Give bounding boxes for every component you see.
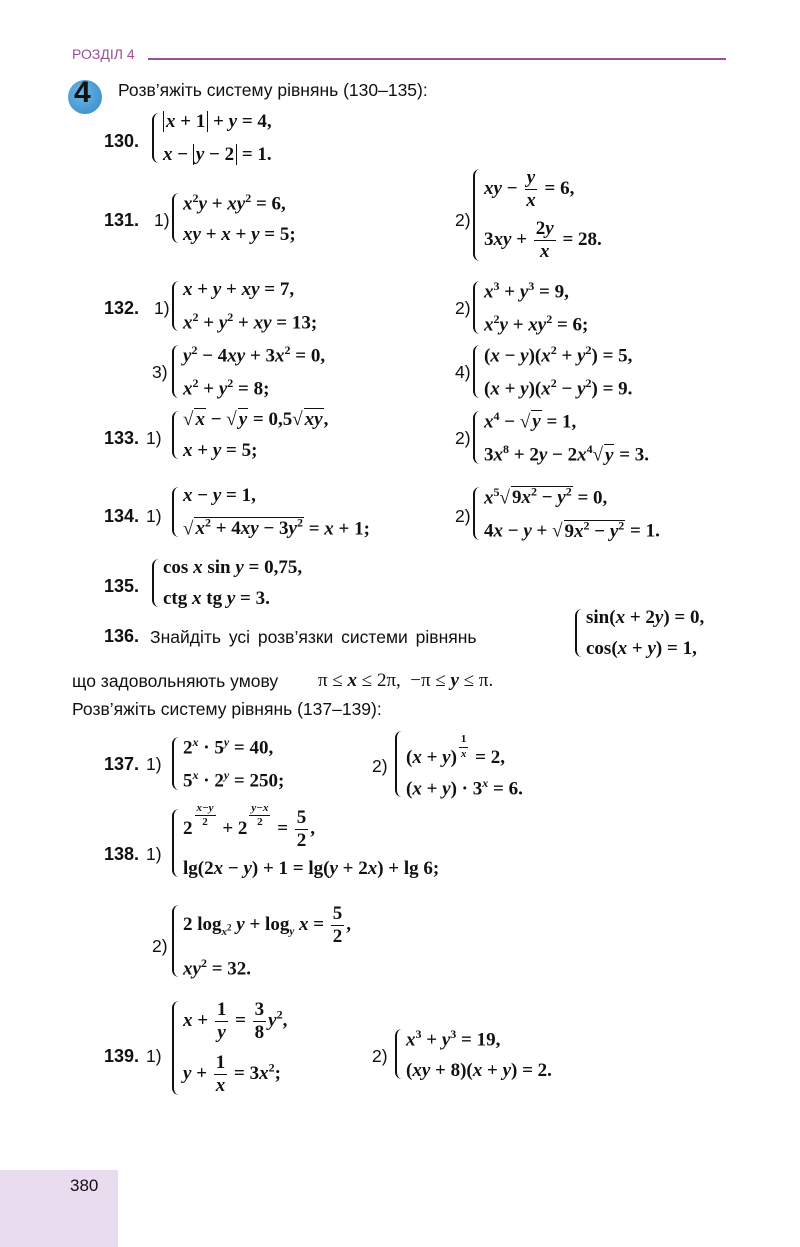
problem-136-number: 136.	[104, 626, 140, 646]
label-132-2: 2)	[455, 298, 471, 318]
system-135: cos x sin y = 0,75, ctg x tg y = 3.	[152, 558, 302, 608]
instruction-130-135: Розв’яжіть систему рівнянь (130–135):	[118, 80, 428, 100]
system-132-3: $y^2 - 4xy + 3x^2 = 0$, $x^2 + y^2 = 8$;	[172, 344, 325, 399]
problem-133-number: 133.	[104, 428, 140, 448]
system-132-4: $(x - y)(x^2 + y^2) = 5$, $(x + y)(x^2 - y^2) = 9$.	[473, 344, 632, 399]
label-138-1: 1)	[146, 844, 162, 864]
header-rule	[148, 58, 726, 60]
problem-135-number: 135.	[104, 576, 140, 596]
problem-131-number: 131.	[104, 210, 140, 230]
system-138-2: 2 $\log_{x^2} y + \log_y x$ = $\frac{5}{2}$ , $xy^2 = 32$.	[172, 904, 351, 978]
label-139-2: 2)	[372, 1046, 388, 1066]
problem-132-number: 132.	[104, 298, 140, 318]
problem-136-text: Знайдіть усі розв’язки системи рівнянь	[150, 627, 477, 647]
page-number: 380	[70, 1176, 99, 1195]
system-131-1: $x^2y + xy^2 = 6$, xy + x + y = 5;	[172, 192, 296, 244]
system-138-1: 2 $^{\frac{x-y}{2}}$ + 2 $^{\frac{y-x}{2}}$ = $\frac{5}{2}$ , lg(2x − y) + 1 = lg(y + 2x) + lg 6;	[172, 808, 439, 878]
label-132-1: 1)	[154, 298, 170, 318]
system-139-2: $x^3 + y^3 = 19$, (xy + 8)(x + y) = 2.	[395, 1028, 552, 1080]
system-132-1: x + y + xy = 7, $x^2 + y^2$ + xy = 13;	[172, 280, 317, 332]
label-133-2: 2)	[455, 428, 471, 448]
system-134-2: $x^5√$ $9x^2 - y^2 = 0$, 4x − y + √ $9x^2 - y^2 = 1$.	[473, 486, 660, 541]
system-136: sin(x + 2y) = 0, cos(x + y) = 1,	[575, 608, 704, 658]
label-132-4: 4)	[455, 362, 471, 382]
system-132-2: $x^3 + y^3 = 9$, $x^2y + xy^2 = 6$;	[473, 280, 588, 335]
section-title: РОЗДІЛ 4	[72, 46, 135, 62]
instruction-137-139: Розв’яжіть систему рівнянь (137–139):	[72, 699, 382, 719]
problem-130-number: 130.	[104, 131, 140, 151]
problem-139-number: 139.	[104, 1046, 140, 1066]
system-137-1: $2^x \cdot 5^y = 40$, $5^x \cdot 2^y = 250$;	[172, 736, 284, 791]
label-134-1: 1)	[146, 506, 162, 526]
problem-137-number: 137.	[104, 754, 140, 774]
system-131-2: xy − $\frac{y}{x}$ = 6, 3xy + $\frac{2y}{x}$ = 28.	[473, 168, 602, 262]
system-139-1: x + $\frac{1}{y}$ = $\frac{3}{8}$ $y^2$, y + $\frac{1}{x}$ = $3x^2$;	[172, 1000, 287, 1096]
system-137-2: (x + y) $^{\frac{1}{x}}$ = 2, $(x + y) \cdot 3^x = 6$.	[395, 730, 523, 798]
section-header	[72, 46, 135, 64]
page-corner-tab	[0, 1170, 118, 1247]
label-139-1: 1)	[146, 1046, 162, 1066]
problem-136-condition: π ≤ x ≤ 2π, −π ≤ y ≤ π.	[318, 670, 494, 691]
system-134-1: x − y = 1, √ $x^2 + 4xy - 3y^2 = x + 1$;	[172, 486, 370, 538]
label-131-1: 1)	[154, 210, 170, 230]
system-133-1: √ x − √ y = 0,5√ xy, x + y = 5;	[172, 410, 328, 460]
system-130: x + 1 + y = 4, x − y − 2 = 1.	[152, 112, 272, 164]
label-138-2: 2)	[152, 936, 168, 956]
label-134-2: 2)	[455, 506, 471, 526]
system-133-2: $x^4$ − √ y = 1, $3x^8 + 2y - 2x^4√$ y = 3.	[473, 410, 649, 465]
label-137-1: 1)	[146, 754, 162, 774]
label-131-2: 2)	[455, 210, 471, 230]
label-132-3: 3)	[152, 362, 168, 382]
label-133-1: 1)	[146, 428, 162, 448]
problem-138-number: 138.	[104, 844, 140, 864]
difficulty-level: 4	[74, 76, 91, 109]
problem-134-number: 134.	[104, 506, 140, 526]
label-137-2: 2)	[372, 756, 388, 776]
problem-136-condition-text: що задовольняють умову	[72, 671, 279, 691]
